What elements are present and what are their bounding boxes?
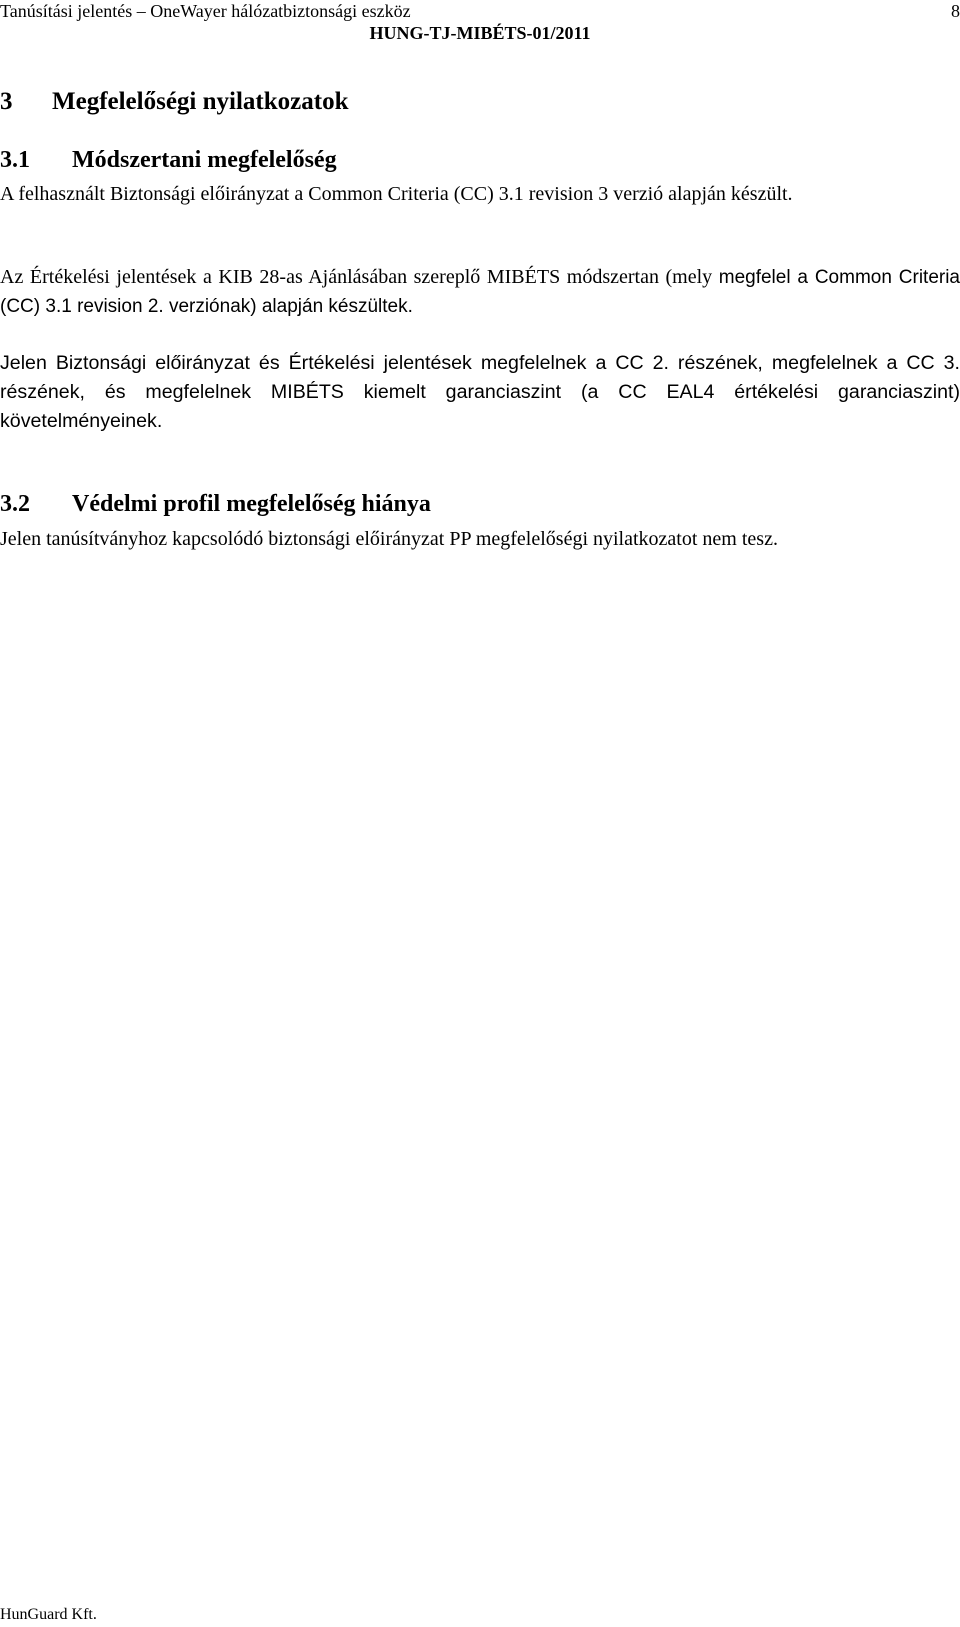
section-title: Megfelelőségi nyilatkozatok — [52, 88, 349, 115]
subsection-1-title: Módszertani megfelelőség — [72, 147, 337, 173]
document-id: HUNG-TJ-MIBÉTS-01/2011 — [369, 23, 591, 43]
footer-company: HunGuard Kft. — [0, 1606, 97, 1623]
paragraph-pp-conformance: Jelen tanúsítványhoz kapcsolódó biztonsági előirányzat PP megfelelőségi nyilatkozatot nem tesz. — [0, 528, 778, 550]
paragraph-evaluation-method-line1: Az Értékelési jelentések a KIB 28-as Ajánlásában szereplő MIBÉTS módszertan (mely — [0, 266, 719, 288]
subsection-2-number: 3.2 — [0, 491, 30, 517]
subsection-1-heading — [0, 144, 337, 176]
paragraph-evaluation-method-line2: megfelel a Common Criteria (CC) 3.1 revision 2. verziónak) alapján készültek. — [0, 267, 960, 317]
paragraph-conformance: Jelen Biztonsági előirányzat és Értékelési jelentések megfelelnek a CC 2. részének, megfelelnek a CC 3. részének, és megfelelnek MIBÉTS kiemelt garanciaszint (a CC EAL4 értékelési garanciaszint) követelményeinek. — [0, 352, 960, 432]
paragraph-cc-version: A felhasznált Biztonsági előirányzat a Common Criteria (CC) 3.1 revision 3 verzió alapján készült. — [0, 183, 793, 205]
page-number: 8 — [951, 1, 960, 21]
section-heading — [0, 86, 348, 118]
header-title: Tanúsítási jelentés – OneWayer hálózatbiztonsági eszköz — [0, 1, 411, 21]
paragraph-evaluation-method — [0, 263, 960, 321]
subsection-1-number: 3.1 — [0, 147, 30, 173]
subsection-2-title: Védelmi profil megfelelőség hiánya — [72, 491, 431, 517]
section-number: 3 — [0, 88, 13, 115]
subsection-2-heading — [0, 488, 431, 520]
